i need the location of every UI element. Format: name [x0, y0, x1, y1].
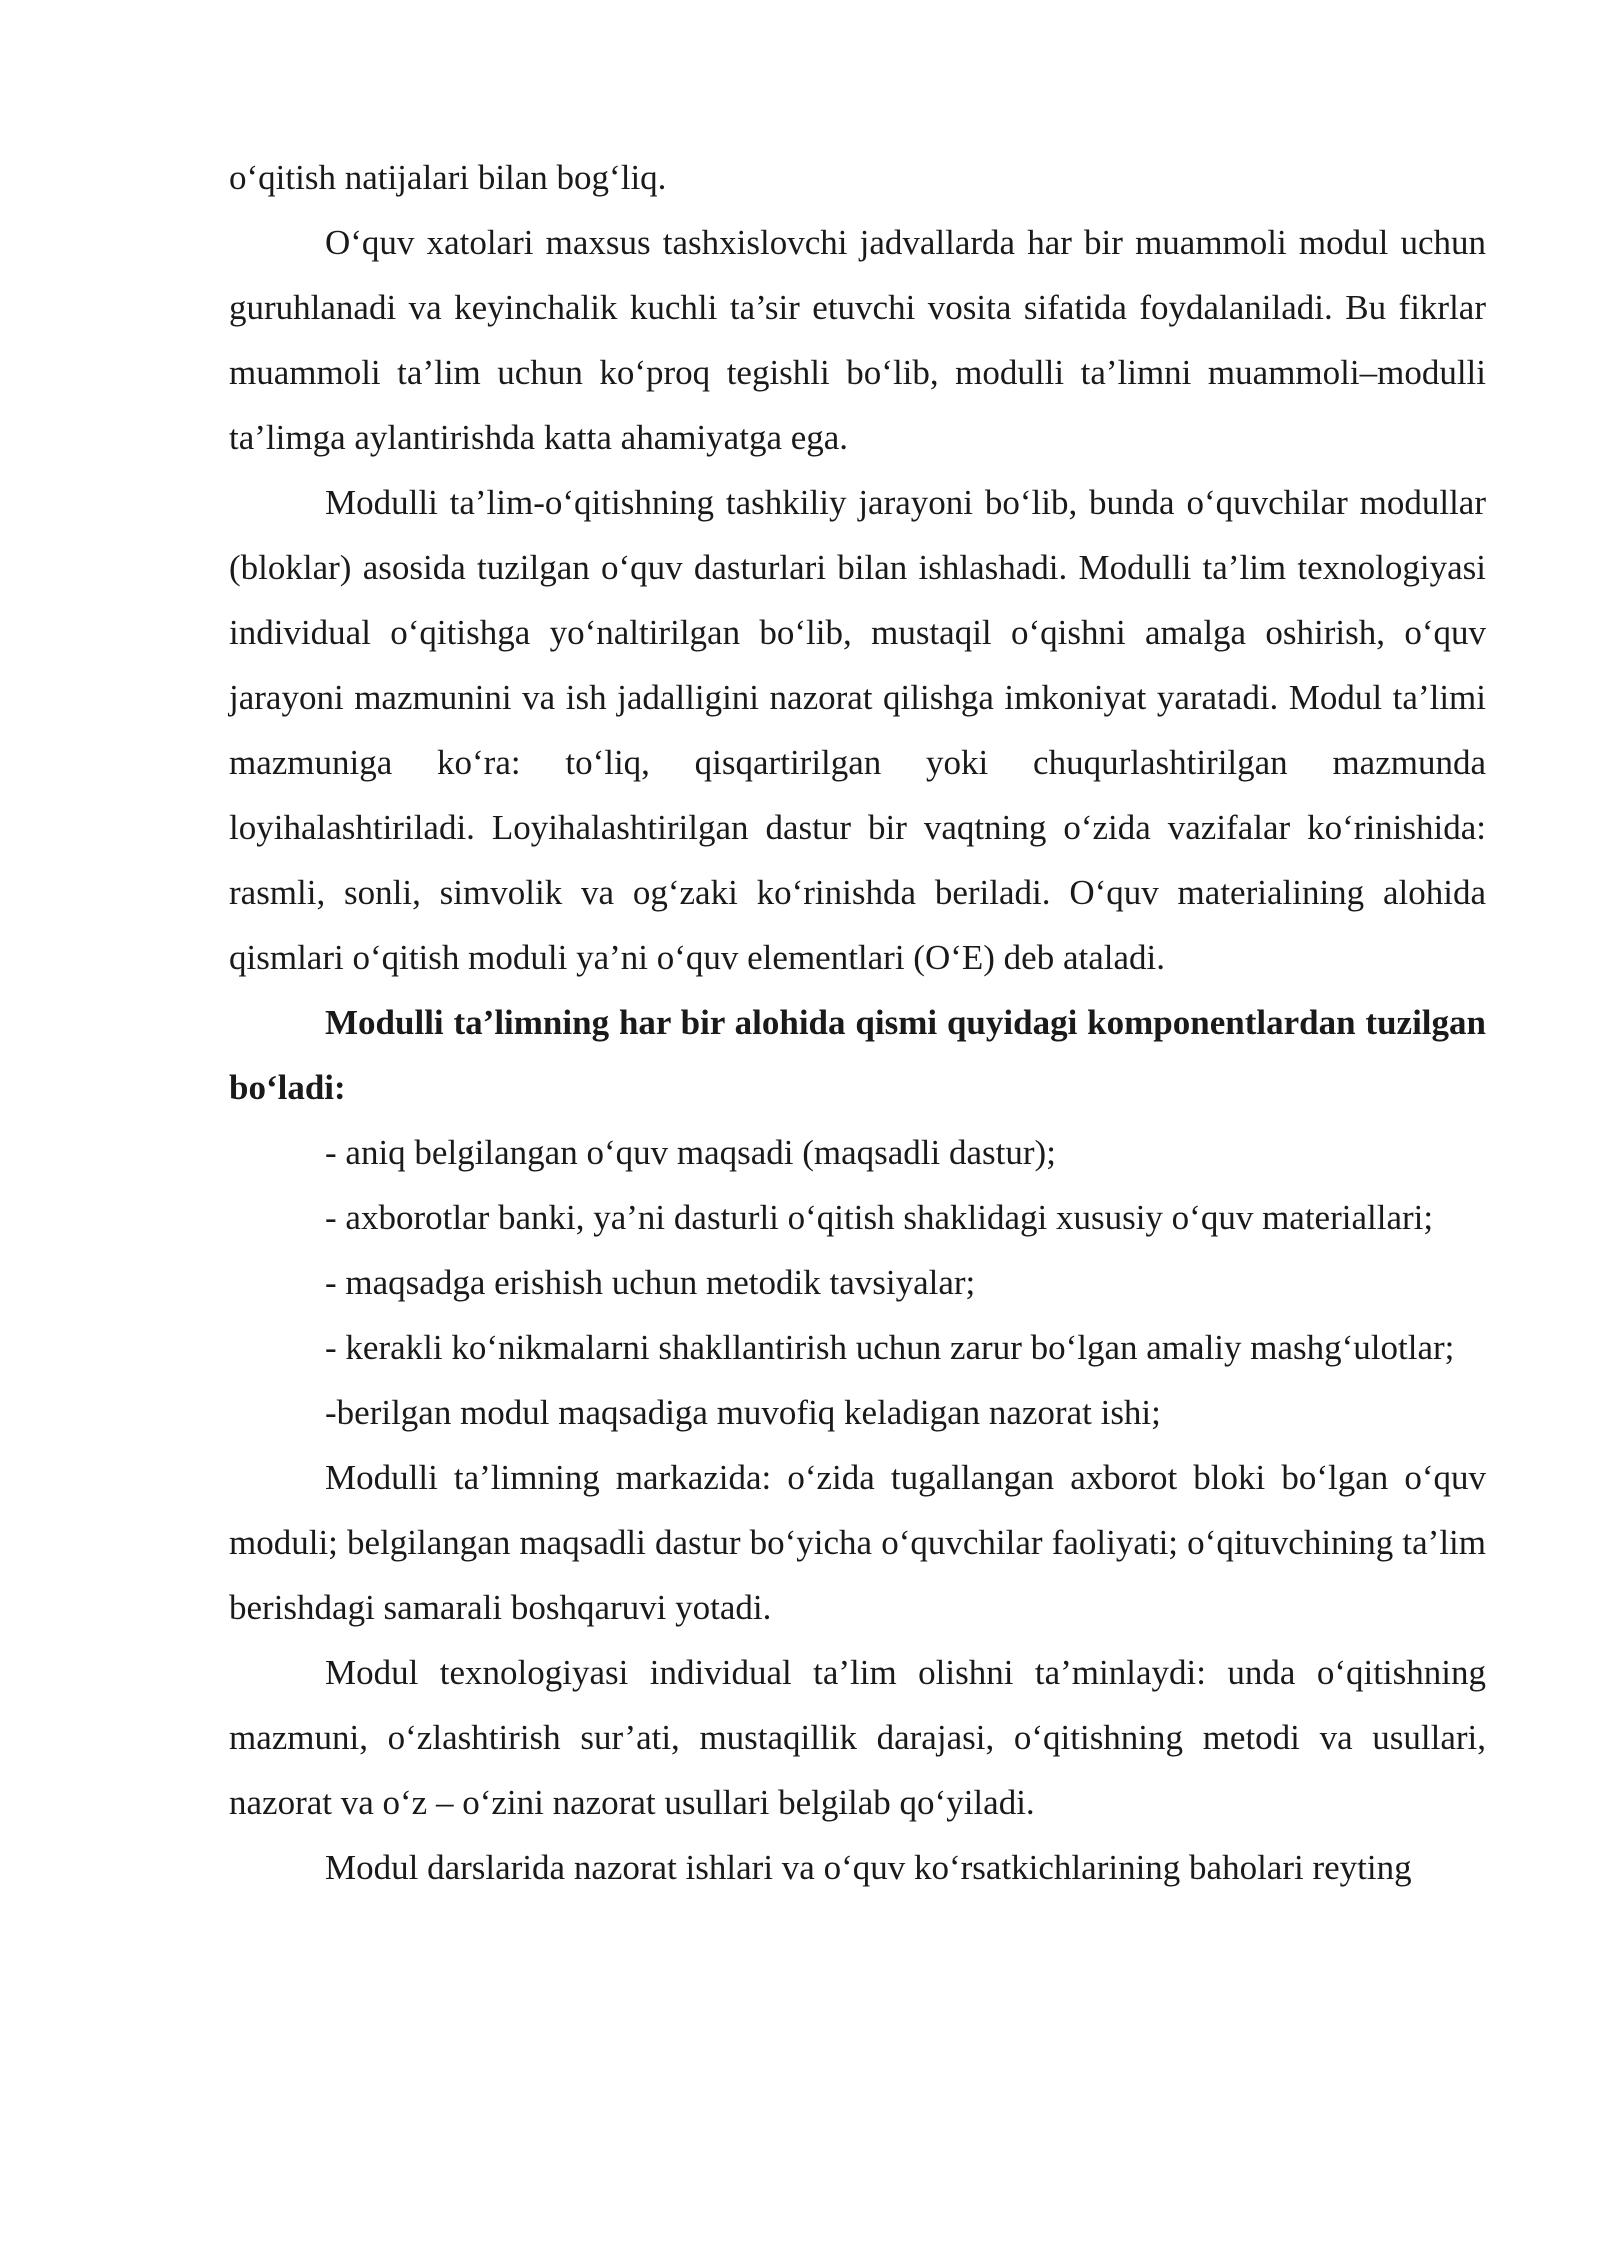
paragraph-module-technology: Modul texnologiyasi individual ta’lim olishni ta’minlaydi: unda o‘qitishning mazmuni, o‘zlashtirish sur’ati, mustaqillik darajasi, o‘qitishning metodi va usullari, nazorat va o‘z – o‘zini nazorat usullari belgilab qo‘yiladi.	[229, 1653, 1486, 1822]
paragraph-module-lessons: Modul darslarida nazorat ishlari va o‘quv ko‘rsatkichlarining baholari reyting	[325, 1848, 1412, 1887]
list-item-practical-exercises: - kerakli ko‘nikmalarni shakllantirish uchun zarur bo‘lgan amaliy mashg‘ulotlar;	[325, 1328, 1455, 1367]
list-item-information-bank: - axborotlar banki, ya’ni dasturli o‘qitish shaklidagi xususiy o‘quv materiallari;	[325, 1198, 1434, 1237]
list-item-learning-goal: - aniq belgilangan o‘quv maqsadi (maqsadli dastur);	[325, 1133, 1056, 1172]
paragraph-learning-errors: O‘quv xatolari maxsus tashxislovchi jadvallarda har bir muammoli modul uchun guruhlanadi va keyinchalik kuchli ta’sir etuvchi vosita sifatida foydalaniladi. Bu fikrlar muammoli ta’lim uchun ko‘proq tegishli bo‘lib, modulli ta’limni muammoli–modulli ta’limga aylantirishda katta ahamiyatga ega.	[229, 223, 1486, 457]
document-page	[229, 145, 1486, 1900]
list-item-control-work: -berilgan modul maqsadiga muvofiq keladigan nazorat ishi;	[325, 1393, 1161, 1432]
paragraph-continuation: o‘qitish natijalari bilan bog‘liq.	[229, 158, 667, 197]
paragraph-modular-center: Modulli ta’limning markazida: o‘zida tugallangan axborot bloki bo‘lgan o‘quv moduli; belgilangan maqsadli dastur bo‘yicha o‘quvchilar faoliyati; o‘qituvchining ta’lim berishdagi samarali boshqaruvi yotadi.	[229, 1458, 1486, 1627]
list-item-methodical-recommendations: - maqsadga erishish uchun metodik tavsiyalar;	[325, 1263, 976, 1302]
paragraph-modular-education: Modulli ta’lim-o‘qitishning tashkiliy jarayoni bo‘lib, bunda o‘quvchilar modullar (bloklar) asosida tuzilgan o‘quv dasturlari bilan ishlashadi. Modulli ta’lim texnologiyasi individual o‘qitishga yo‘naltirilgan bo‘lib, mustaqil o‘qishni amalga oshirish, o‘quv jarayoni mazmunini va ish jadalligini nazorat qilishga imkoniyat yaratadi. Modul ta’limi mazmuniga ko‘ra: to‘liq, qisqartirilgan yoki chuqurlashtirilgan mazmunda loyihalashtiriladi. Loyihalashtirilgan dastur bir vaqtning o‘zida vazifalar ko‘rinishida: rasmli, sonli, simvolik va og‘zaki ko‘rinishda beriladi. O‘quv materialining alohida qismlari o‘qitish moduli ya’ni o‘quv elementlari (O‘E) deb ataladi.	[229, 483, 1486, 977]
paragraph-components-heading: Modulli ta’limning har bir alohida qismi quyidagi komponentlardan tuzilgan bo‘ladi:	[229, 1003, 1486, 1107]
